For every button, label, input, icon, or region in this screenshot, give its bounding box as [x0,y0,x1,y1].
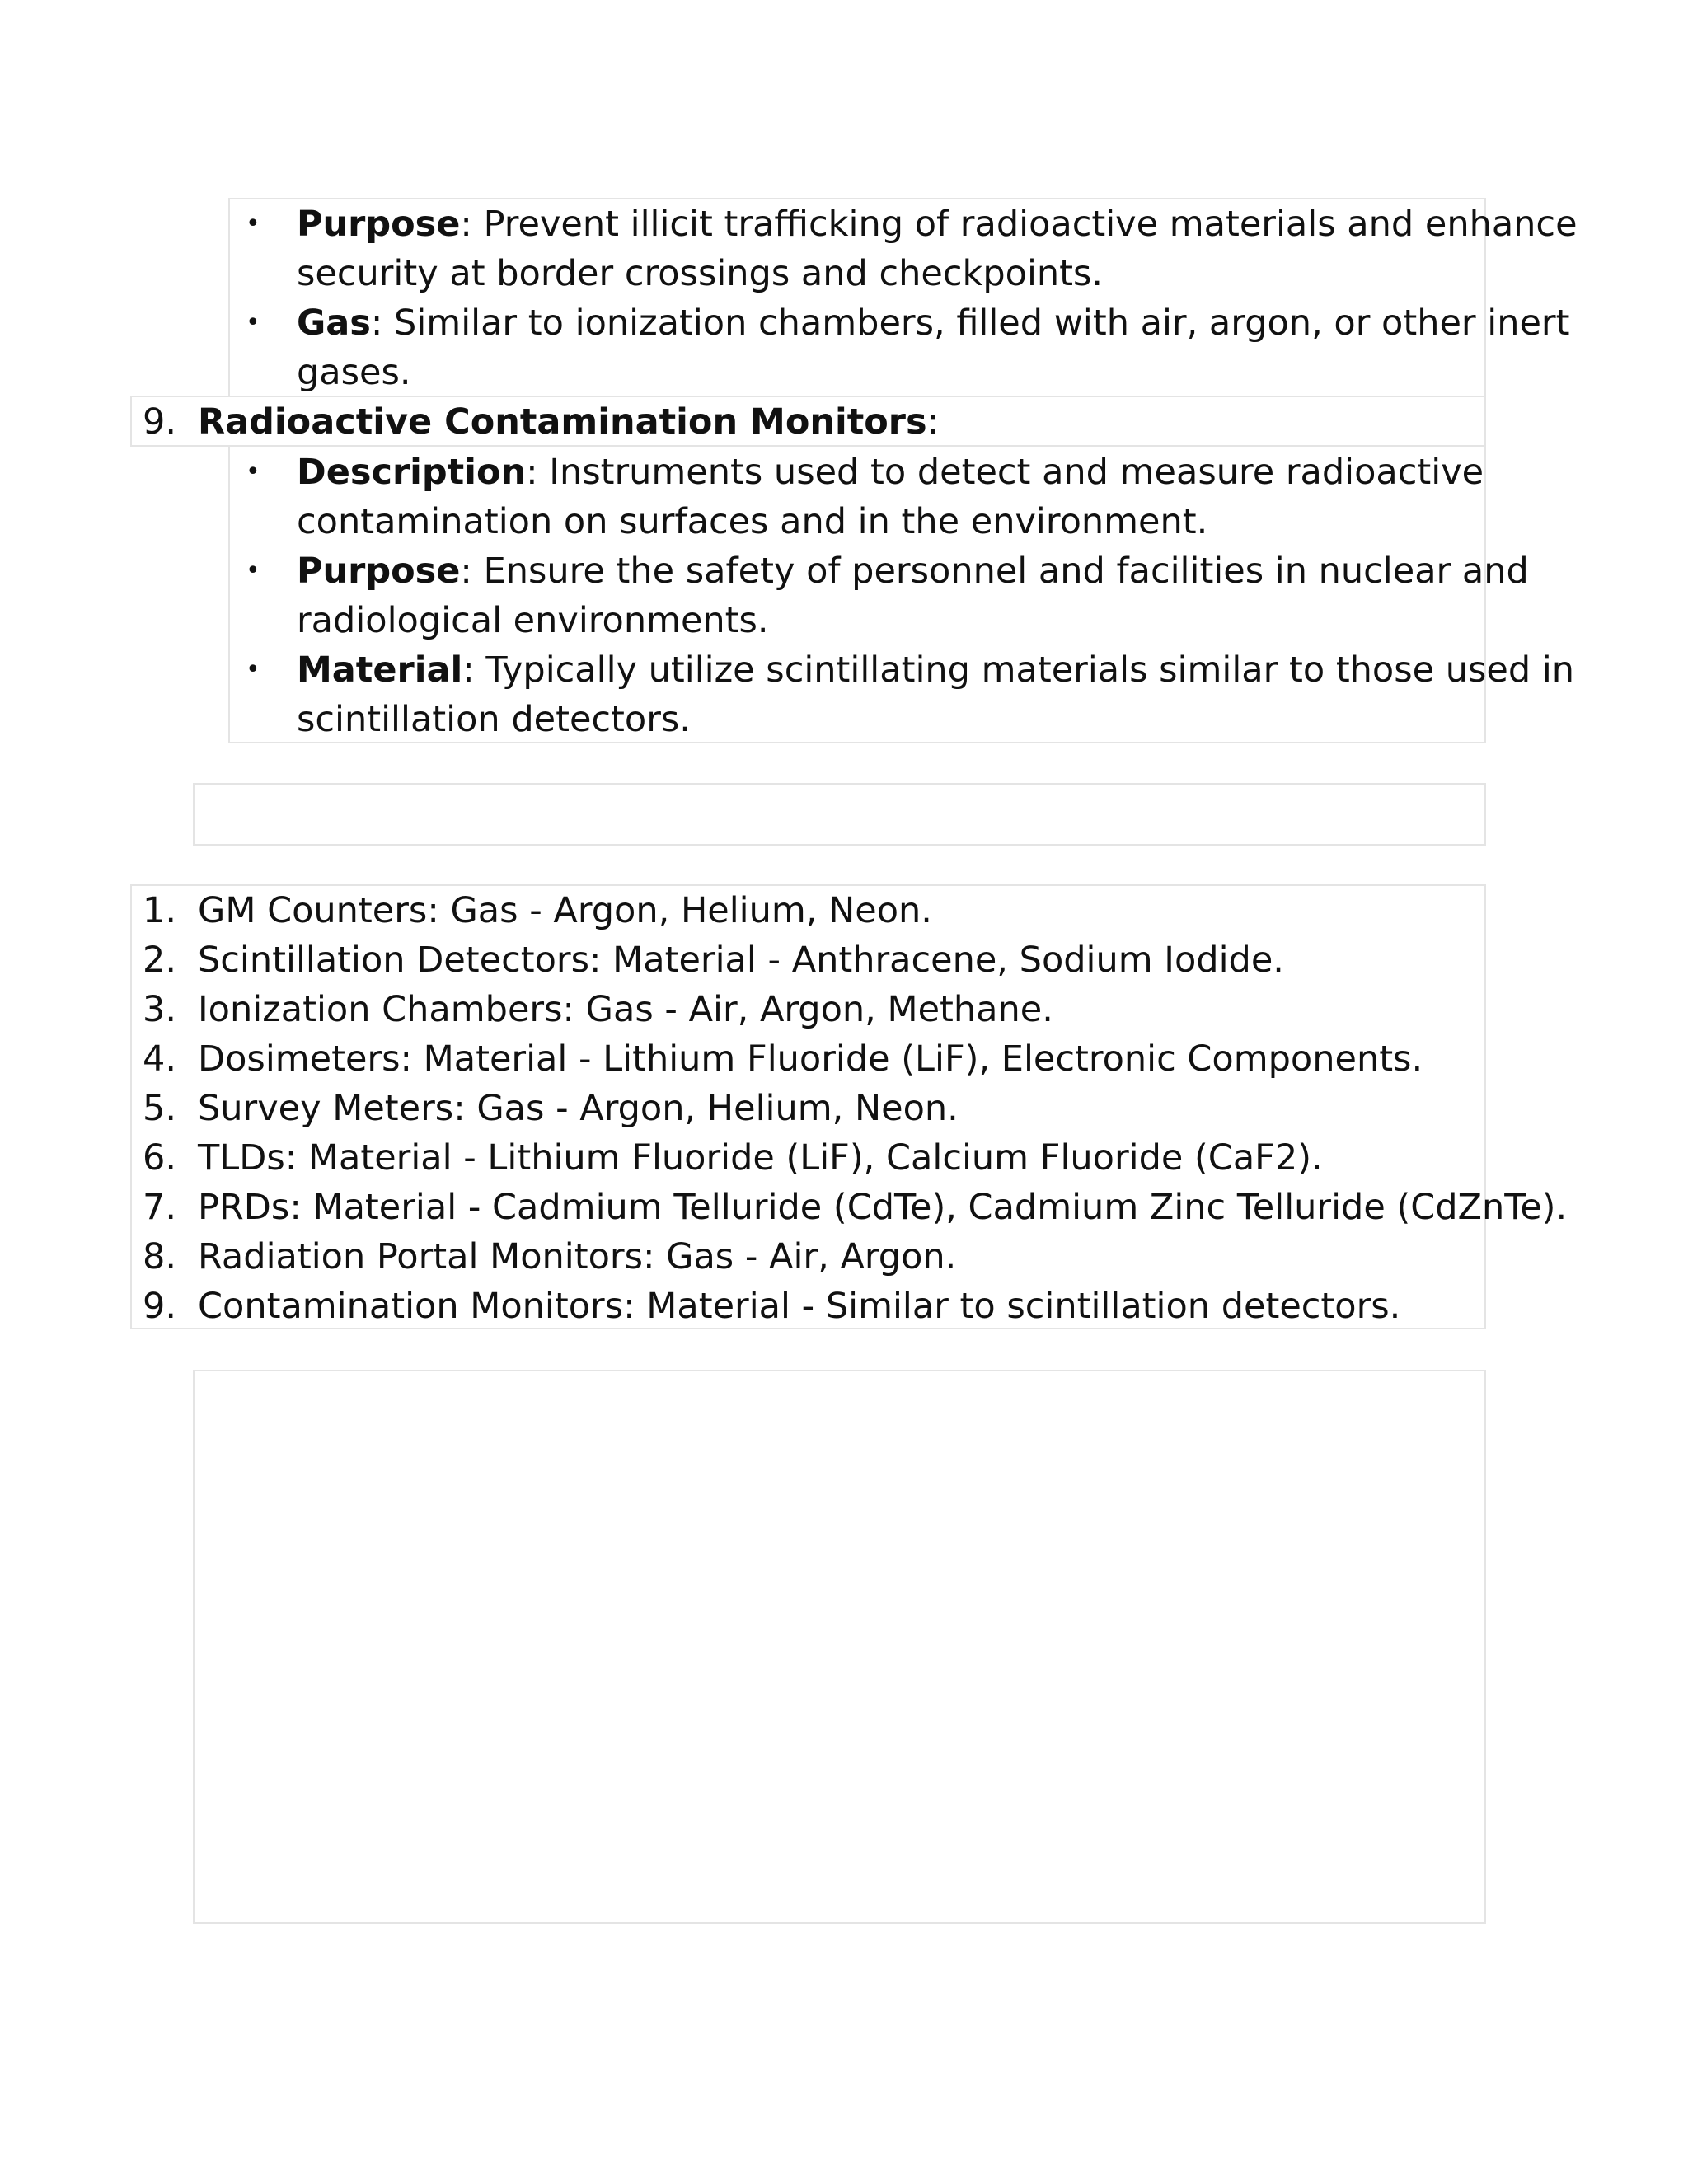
purpose-line-2: security at border crossings and checkpoints. [297,253,1104,294]
empty-figure-placeholder [193,1370,1486,1924]
empty-block [193,783,1486,846]
summary-number: 7. [142,1187,176,1228]
purpose-term: Purpose [297,204,461,245]
summary-item: Scintillation Detectors: Material - Anthracene, Sodium Iodide. [198,940,1284,981]
description-text: : Instruments used to detect and measure radioactive [526,452,1484,493]
gas-text: : Similar to ionization chambers, filled with air, argon, or other inert [370,302,1570,344]
material-line-1 [297,645,1574,695]
purpose-9-text: : Ensure the safety of personnel and facilities in nuclear and [460,551,1529,592]
purpose-text: : Prevent illicit trafficking of radioactive materials and enhance [460,204,1578,245]
description-line-1 [297,448,1484,497]
section-9-title: Radioactive Contamination Monitors: [198,401,940,443]
description-term: Description [297,452,527,493]
purpose-line-1 [297,199,1578,249]
purpose-9-term: Purpose [297,551,461,592]
summary-item: Ionization Chambers: Gas - Air, Argon, Methane. [198,989,1053,1030]
purpose-9-line-2: radiological environments. [297,600,769,641]
summary-item: Radiation Portal Monitors: Gas - Air, Argon. [198,1236,957,1277]
summary-item: Contamination Monitors: Material - Similar to scintillation detectors. [198,1286,1401,1327]
bullet-dot: • [246,556,260,585]
summary-number: 8. [142,1236,176,1277]
summary-number: 1. [142,890,176,931]
gas-line-2: gases. [297,352,411,393]
bullet-dot: • [246,655,260,684]
material-term: Material [297,649,463,691]
bullet-dot: • [246,209,260,238]
material-line-2: scintillation detectors. [297,699,691,740]
gas-term: Gas [297,302,371,344]
summary-number: 9. [142,1286,176,1327]
section-9-title-text: Radioactive Contamination Monitors [198,401,927,443]
summary-item: GM Counters: Gas - Argon, Helium, Neon. [198,890,932,931]
description-line-2: contamination on surfaces and in the environment. [297,501,1208,542]
summary-item: PRDs: Material - Cadmium Telluride (CdTe), Cadmium Zinc Telluride (CdZnTe). [198,1187,1568,1228]
bullet-dot: • [246,457,260,486]
bullet-dot: • [246,308,260,337]
summary-number: 4. [142,1038,176,1080]
material-text: : Typically utilize scintillating materials similar to those used in [462,649,1575,691]
summary-item: Survey Meters: Gas - Argon, Helium, Neon. [198,1088,959,1129]
summary-number: 2. [142,940,176,981]
summary-number: 5. [142,1088,176,1129]
section-9-number: 9. [142,401,176,443]
summary-item: Dosimeters: Material - Lithium Fluoride (LiF), Electronic Components. [198,1038,1423,1080]
summary-number: 3. [142,989,176,1030]
purpose-9-line-1 [297,546,1529,596]
summary-number: 6. [142,1137,176,1179]
summary-item: TLDs: Material - Lithium Fluoride (LiF), Calcium Fluoride (CaF2). [198,1137,1323,1179]
gas-line-1 [297,298,1569,348]
